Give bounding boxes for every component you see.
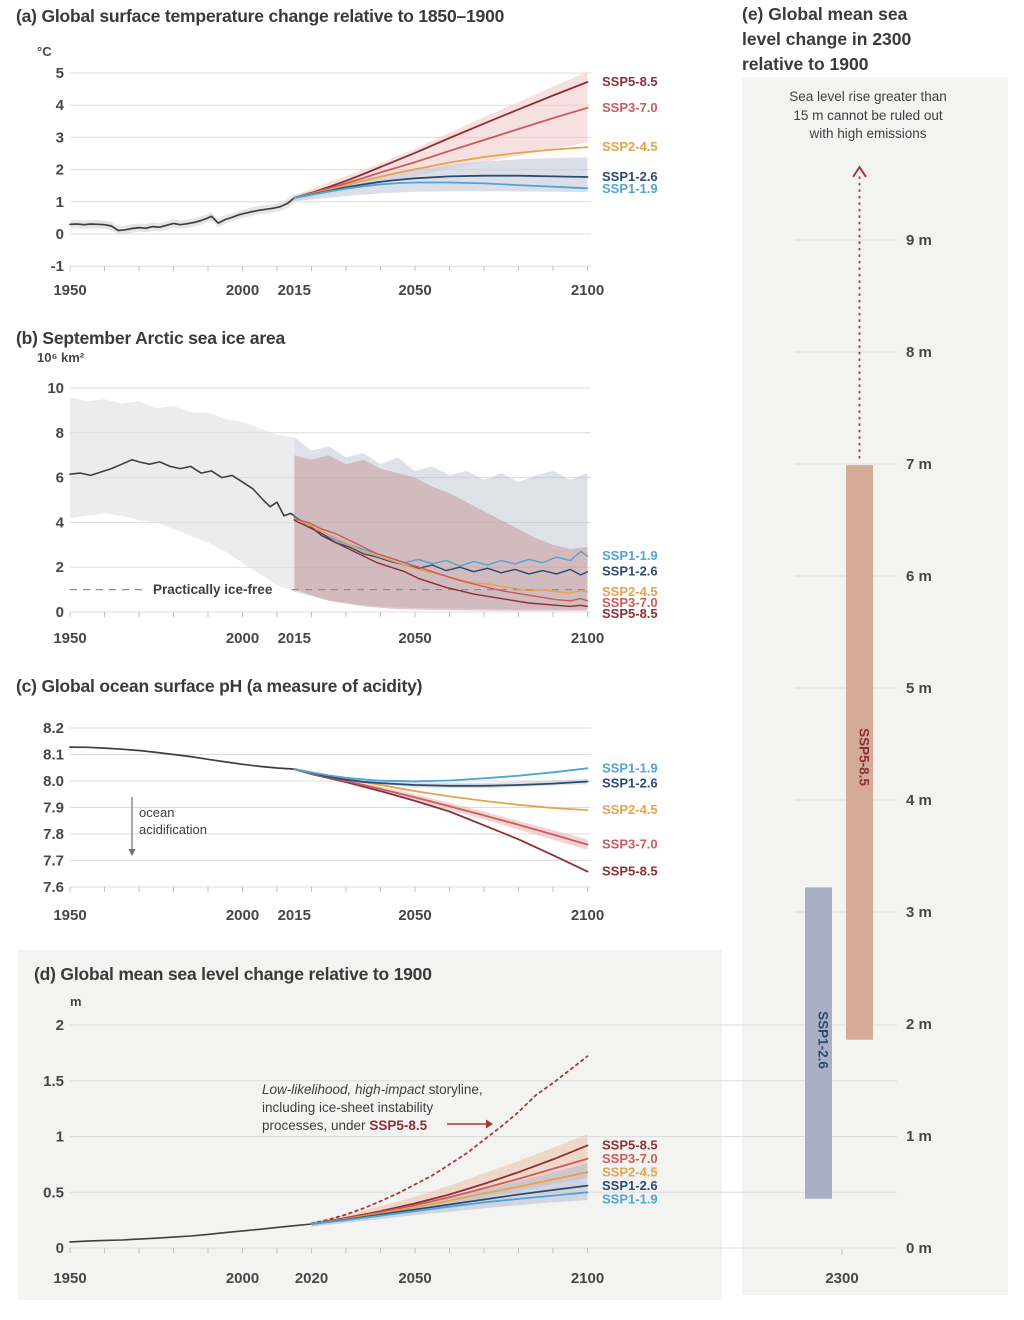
bar-label-ssp1-2-6: SSP1-2.6 bbox=[815, 1011, 831, 1069]
x-tick-label-a: 1950 bbox=[53, 282, 87, 299]
y-tick-label-c: 8.0 bbox=[43, 773, 64, 790]
legend-label-ssp1-1-9: SSP1-1.9 bbox=[602, 1191, 658, 1207]
legend-label-ssp3-7-0: SSP3-7.0 bbox=[602, 836, 658, 852]
storyline-annotation bbox=[262, 1081, 483, 1135]
x-tick-label-b: 2000 bbox=[225, 630, 260, 647]
y-tick-label-e: 8 m bbox=[906, 344, 932, 361]
band-historical-uncertainty bbox=[70, 194, 294, 235]
band-historical-range bbox=[70, 397, 294, 592]
y-tick-label-e: 6 m bbox=[906, 568, 932, 585]
x-tick-label-a: 2050 bbox=[398, 282, 432, 299]
panel-a-unit: °C bbox=[37, 44, 52, 59]
y-tick-label-e: 9 m bbox=[906, 232, 932, 249]
x-tick-label-c: 2100 bbox=[570, 907, 605, 924]
y-tick-label-e: 2 m bbox=[906, 1016, 932, 1033]
legend-label-ssp5-8-5: SSP5-8.5 bbox=[602, 1137, 658, 1153]
x-tick-label-c: 2000 bbox=[225, 907, 260, 924]
y-tick-label-a: 5 bbox=[55, 65, 64, 82]
y-tick-label-c: 7.6 bbox=[43, 879, 64, 896]
y-tick-label-e: 3 m bbox=[906, 904, 932, 921]
x-tick-label-a: 2100 bbox=[570, 282, 605, 299]
panel-e-title bbox=[742, 2, 911, 77]
legend-label-ssp1-2-6: SSP1-2.6 bbox=[602, 563, 658, 579]
x-tick-label-d: 1950 bbox=[53, 1270, 87, 1287]
y-tick-label-c: 8.1 bbox=[43, 746, 64, 764]
legend-label-ssp3-7-0: SSP3-7.0 bbox=[602, 1150, 658, 1166]
y-tick-label-c: 8.2 bbox=[43, 720, 64, 737]
y-tick-label-b: 4 bbox=[55, 514, 64, 532]
y-tick-label-d: 2 bbox=[55, 1017, 64, 1034]
chart-b bbox=[47, 380, 657, 647]
x-tick-label-b: 2100 bbox=[570, 630, 605, 647]
y-tick-label-e: 4 m bbox=[906, 792, 932, 809]
ocean-acidification-annotation bbox=[139, 805, 207, 838]
sea-level-note bbox=[752, 88, 984, 144]
legend-label-ssp1-1-9: SSP1-1.9 bbox=[602, 181, 658, 197]
panel-b-title: (b) September Arctic sea ice area bbox=[16, 328, 285, 348]
x-tick-label-b: 2050 bbox=[398, 630, 432, 647]
x-tick-label-d: 2100 bbox=[570, 1270, 605, 1287]
legend-label-ssp3-7-0: SSP3-7.0 bbox=[602, 99, 658, 115]
chart-a bbox=[51, 65, 658, 299]
y-tick-label-c: 7.8 bbox=[43, 826, 64, 843]
y-tick-label-b: 0 bbox=[55, 604, 64, 621]
y-tick-label-c: 7.7 bbox=[43, 852, 64, 870]
legend-label-ssp3-7-0: SSP3-7.0 bbox=[602, 594, 658, 610]
sea-level-note-line1: Sea level rise greater than bbox=[789, 89, 947, 104]
x-tick-label-d: 2050 bbox=[398, 1270, 432, 1287]
y-tick-label-d: 1 bbox=[55, 1128, 64, 1146]
panel-a-title: (a) Global surface temperature change relative to 1850–1900 bbox=[16, 6, 505, 26]
storyline-line2: including ice-sheet instability bbox=[262, 1100, 434, 1115]
acidification-arrow-head-icon bbox=[129, 849, 136, 856]
y-tick-label-d: 1.5 bbox=[43, 1072, 64, 1090]
legend-label-ssp1-2-6: SSP1-2.6 bbox=[602, 169, 658, 185]
x-tick-label-c: 2015 bbox=[277, 907, 311, 924]
y-tick-label-c: 7.9 bbox=[43, 799, 64, 817]
y-tick-label-a: 4 bbox=[55, 97, 64, 115]
legend-label-ssp2-4-5: SSP2-4.5 bbox=[602, 802, 658, 818]
bar-label-ssp5-8-5: SSP5-8.5 bbox=[856, 728, 872, 786]
panel-e-title-line3: relative to 1900 bbox=[742, 54, 869, 74]
x-tick-label-d: 2020 bbox=[294, 1270, 329, 1287]
panel-b-unit: 10⁶ km² bbox=[37, 350, 85, 365]
chart-c bbox=[43, 720, 658, 924]
panel-d-unit: m bbox=[70, 994, 82, 1009]
panel-d-title: (d) Global mean sea level change relative to 1900 bbox=[34, 964, 432, 984]
panel-c-title: (c) Global ocean surface pH (a measure of acidity) bbox=[16, 676, 423, 696]
y-tick-label-b: 6 bbox=[55, 469, 64, 487]
sea-level-note-line2: 15 m cannot be ruled out bbox=[793, 107, 943, 123]
y-tick-label-e: 1 m bbox=[906, 1128, 932, 1145]
y-tick-label-b: 2 bbox=[55, 559, 64, 577]
x-tick-label-a: 2000 bbox=[225, 282, 260, 299]
panel-e-title-line2: level change in 2300 bbox=[742, 29, 912, 49]
x-tick-label-d: 2000 bbox=[225, 1270, 260, 1287]
legend-label-ssp5-8-5: SSP5-8.5 bbox=[602, 863, 658, 879]
legend-label-ssp1-2-6: SSP1-2.6 bbox=[602, 1177, 658, 1193]
y-tick-label-d: 0.5 bbox=[43, 1184, 64, 1202]
ice-free-label: Practically ice-free bbox=[153, 582, 273, 597]
x-tick-label-b: 2015 bbox=[277, 630, 311, 647]
legend-label-ssp5-8-5: SSP5-8.5 bbox=[602, 74, 658, 90]
legend-label-ssp1-2-6: SSP1-2.6 bbox=[602, 775, 658, 791]
x-tick-label-c: 2050 bbox=[398, 907, 432, 924]
legend-label-ssp2-4-5: SSP2-4.5 bbox=[602, 139, 658, 155]
legend-label-ssp5-8-5: SSP5-8.5 bbox=[602, 605, 658, 621]
series-c-historical bbox=[70, 747, 294, 769]
panel-e-title-line1: (e) Global mean sea bbox=[742, 4, 908, 24]
ocean-acidification-line1: ocean bbox=[139, 805, 175, 820]
x-tick-label-e: 2300 bbox=[825, 1270, 859, 1287]
y-tick-label-a: 0 bbox=[55, 226, 64, 243]
y-tick-label-e: 7 m bbox=[906, 456, 932, 473]
x-tick-label-c: 1950 bbox=[53, 907, 87, 924]
y-tick-label-b: 10 bbox=[47, 380, 64, 397]
legend-label-ssp1-1-9: SSP1-1.9 bbox=[602, 760, 658, 776]
storyline-line1: Low-likelihood, high-impact storyline, bbox=[262, 1082, 483, 1097]
y-tick-label-a: -1 bbox=[50, 258, 64, 276]
y-tick-label-e: 5 m bbox=[906, 680, 932, 697]
legend-label-ssp1-1-9: SSP1-1.9 bbox=[602, 548, 658, 563]
y-tick-label-a: 1 bbox=[55, 193, 64, 211]
y-tick-label-d: 0 bbox=[55, 1240, 64, 1257]
panel-e-background bbox=[742, 77, 1008, 1295]
y-tick-label-a: 2 bbox=[55, 161, 64, 179]
y-tick-label-e: 0 m bbox=[906, 1240, 932, 1257]
y-tick-label-a: 3 bbox=[55, 129, 64, 147]
legend-label-ssp2-4-5: SSP2-4.5 bbox=[602, 1164, 658, 1180]
sea-level-note-line3: with high emissions bbox=[809, 126, 927, 141]
x-tick-label-b: 1950 bbox=[53, 630, 87, 647]
x-tick-label-a: 2015 bbox=[277, 282, 311, 299]
storyline-line3: processes, under SSP5-8.5 bbox=[262, 1118, 428, 1133]
ocean-acidification-line2: acidification bbox=[139, 821, 207, 837]
legend-label-ssp2-4-5: SSP2-4.5 bbox=[602, 583, 658, 599]
y-tick-label-b: 8 bbox=[55, 424, 64, 442]
